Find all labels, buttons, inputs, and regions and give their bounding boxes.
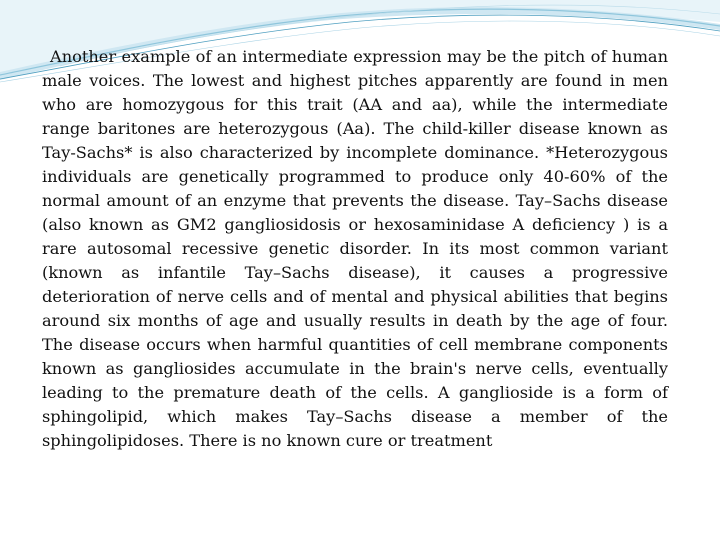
body-paragraph: Another example of an intermediate expression may be the pitch of human male voices. The lowest and highest pitches apparently are found in men who are homozygous for this trait (AA and aa), while the intermediate range baritones are heterozygous (Aa). The child-killer disease known as Tay-Sachs* is also characterized by incomplete dominance. *Heterozygous individuals are genetically programmed to produce only 40-60% of the normal amount of an enzyme that prevents the disease. Tay–Sachs disease (also known as GM2 gangliosidosis or hexosaminidase A deficiency ) is a rare autosomal recessive genetic disorder. In its most common variant (known as infantile Tay–Sachs disease), it causes a progressive deterioration of nerve cells and of mental and physical abilities that begins around six months of age and usually results in death by the age of four. The disease occurs when harmful quantities of cell membrane components known as gangliosides accumulate in the brain's nerve cells, eventually leading to the premature death of the cells. A ganglioside is a form of sphingolipid, which makes Tay–Sachs disease a member of the sphingolipidoses. There is no known cure or treatment — [42, 47, 668, 450]
